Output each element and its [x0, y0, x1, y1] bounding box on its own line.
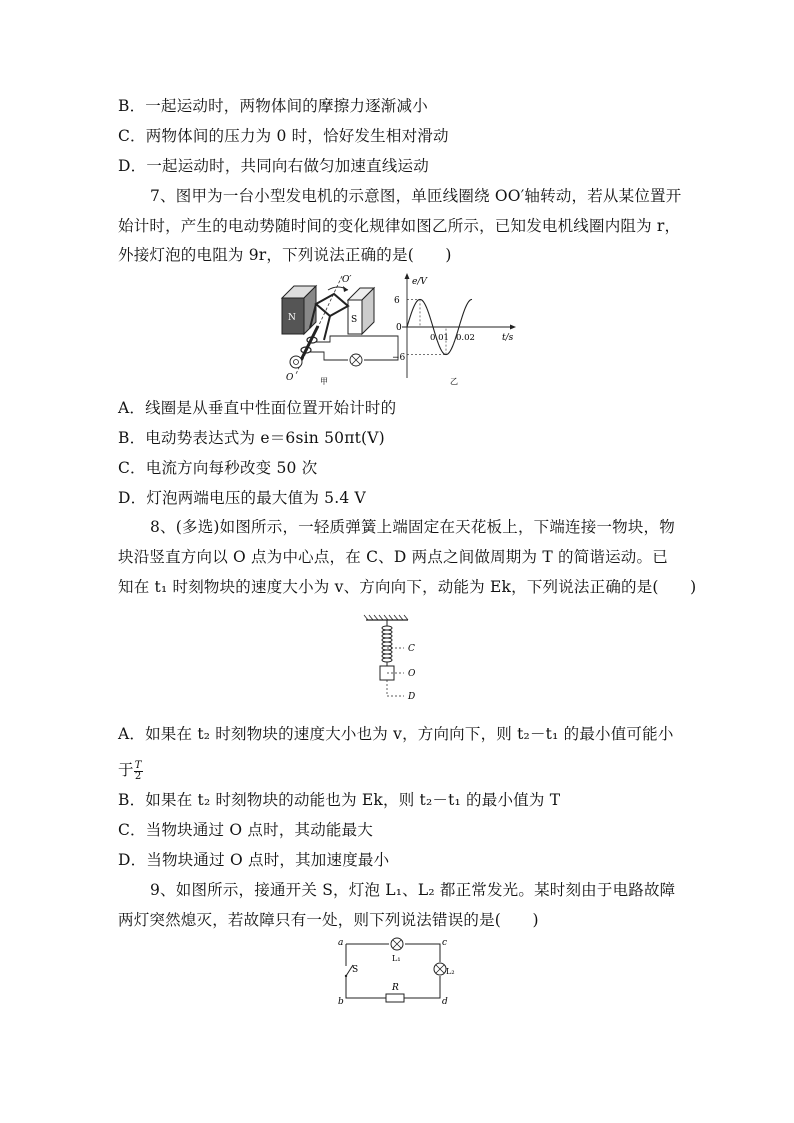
- q6-option-d: D．一起运动时，共同向右做匀加速直线运动: [118, 157, 429, 175]
- q7-option-a: A．线圈是从垂直中性面位置开始计时的: [118, 399, 397, 417]
- figure-jia-caption: 甲: [320, 377, 328, 386]
- position-c-label: C: [408, 644, 415, 654]
- graph-tick-zero: 0: [396, 323, 402, 333]
- q8-option-b: B．如果在 t₂ 时刻物块的动能也为 Ek，则 t₂－t₁ 的最小值为 T: [118, 791, 561, 809]
- position-d-label: D: [408, 692, 416, 702]
- q9-stem-line1: 9、如图所示，接通开关 S，灯泡 L₁、L₂ 都正常发光。某时刻由于电路故障: [150, 881, 676, 899]
- graph-y-label: e/V: [412, 277, 427, 287]
- q7-stem-line3: 外接灯泡的电阻为 9r，下列说法正确的是( ): [118, 246, 452, 264]
- q8-option-a-line2: [118, 760, 143, 782]
- fraction-denominator: 2: [134, 770, 142, 782]
- graph-tick-neg: −6: [392, 353, 406, 363]
- q8-option-c: C．当物块通过 O 点时，其动能最大: [118, 821, 374, 839]
- q7-option-c: C．电流方向每秒改变 50 次: [118, 459, 318, 477]
- q6-option-c: C．两物体间的压力为 0 时，恰好发生相对滑动: [118, 127, 449, 145]
- emf-time-graph: [392, 270, 520, 388]
- magnet-s-label: S: [351, 315, 358, 325]
- circuit-figure: [332, 936, 464, 1006]
- generator-figure: [272, 270, 412, 388]
- q8-stem-line2: 块沿竖直方向以 O 点为中心点，在 C、D 两点之间做周期为 T 的简谐运动。已: [118, 548, 668, 566]
- q7-stem-line1: 7、图甲为一台小型发电机的示意图，单匝线圈绕 OO′轴转动，若从某位置开: [150, 187, 682, 205]
- q8-option-a-line1: A．如果在 t₂ 时刻物块的速度大小也为 v，方向向下，则 t₂－t₁ 的最小值可能小: [118, 725, 674, 743]
- lamp-l1-label: L₁: [392, 954, 401, 963]
- q7-option-b: B．电动势表达式为 e＝6sin 50πt(V): [118, 429, 385, 447]
- node-d-label: d: [442, 997, 448, 1006]
- node-a-label: a: [338, 938, 344, 948]
- q6-option-b: B．一起运动时，两物体间的摩擦力逐渐减小: [118, 97, 428, 115]
- fraction-numerator: T: [134, 759, 142, 771]
- spring-mass-figure: [362, 614, 442, 704]
- q8-stem-line1: 8、(多选)如图所示，一轻质弹簧上端固定在天花板上，下端连接一物块，物: [150, 518, 675, 536]
- graph-x-label: t/s: [502, 333, 514, 343]
- q8-option-a-prefix: 于: [118, 761, 134, 779]
- magnet-n-label: N: [288, 313, 296, 323]
- resistor-r-label: R: [392, 983, 399, 993]
- q7-stem-line2: 始计时，产生的电动势随时间的变化规律如图乙所示，已知发电机线圈内阻为 r，: [118, 217, 681, 235]
- node-c-label: c: [442, 938, 448, 948]
- node-b-label: b: [338, 997, 344, 1006]
- graph-tick-x2: 0.02: [456, 333, 475, 343]
- q8-option-d: D．当物块通过 O 点时，其加速度最小: [118, 851, 390, 869]
- resistor-r: [386, 994, 404, 1002]
- graph-tick-x1: 0.01: [430, 333, 449, 343]
- fraction-t-over-2: [134, 761, 143, 782]
- q7-option-d: D．灯泡两端电压的最大值为 5.4 V: [118, 489, 366, 507]
- axis-bottom-label: O: [286, 373, 294, 383]
- spring-coil: [382, 620, 392, 666]
- position-o-label: O: [408, 669, 416, 679]
- lamp-l2-label: L₂: [446, 967, 455, 976]
- switch-s-label: S: [352, 965, 359, 975]
- q8-stem-line3: 知在 t₁ 时刻物块的速度大小为 v、方向向下，动能为 Ek，下列说法正确的是( ): [118, 578, 697, 596]
- graph-tick-pos: 6: [394, 296, 400, 306]
- q9-stem-line2: 两灯突然熄灭，若故障只有一处，则下列说法错误的是( ): [118, 911, 539, 929]
- axis-top-label: O′: [342, 275, 352, 285]
- figure-yi-caption: 乙: [450, 377, 458, 386]
